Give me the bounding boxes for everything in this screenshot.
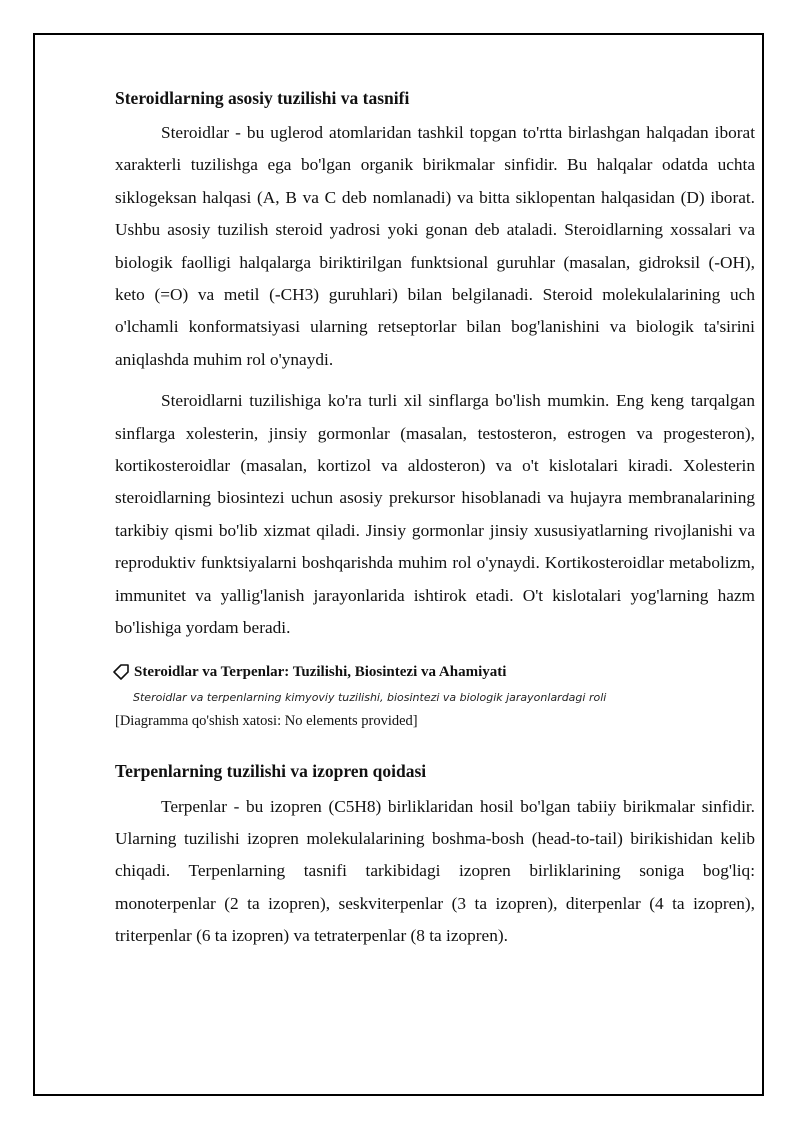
- paragraph-terpene-structure: Terpenlar - bu izopren (C5H8) birliklaridan hosil bo'lgan tabiiy birikmalar sinfidir. Ularning tuzilishi izopren molekulalarining boshma-bosh (head-to-tail) birikishidan kelib chiqadi. Terpenlarning tasnifi tarkibidagi izopren birliklarining soniga bog'liq: monoterpenlar (2 ta izopren), seskviterpenlar (3 ta izopren), diterpenlar (4 ta izopren), triterpenlar (6 ta izopren) va tetraterpenlar (8 ta izopren).: [115, 796, 755, 946]
- document-body: [115, 80, 755, 953]
- diagram-subtitle: Steroidlar va terpenlarning kimyoviy tuzilishi, biosintezi va biologik jarayonlardagi roli: [133, 690, 607, 704]
- paragraph-steroid-classes: Steroidlarni tuzilishiga ko'ra turli xil sinflarga bo'lish mumkin. Eng keng tarqalgan sinflarga xolesterin, jinsiy gormonlar (masalan, testosteron, estrogen va progesteron), kortikosteroidlar (masalan, kortizol va aldosteron) va o't kislotalari kiradi. Xolesterin steroidlarning biosintezi uchun asosiy prekursor hisoblanadi va hujayra membranalarining tarkibiy qismi bo'lib xizmat qiladi. Jinsiy gormonlar jinsiy xususiyatlarning rivojlanishi va reproduktiv funktsiyalarni boshqarishda muhim rol o'ynaydi. Kortikosteroidlar metabolizm, immunitet va yallig'lanish jarayonlarida ishtirok etadi. O't kislotalari yog'larning hazm bo'lishiga yordam beradi.: [115, 391, 755, 638]
- tag-icon: [112, 663, 130, 681]
- diagram-error-message: [Diagramma qo'shish xatosi: No elements provided]: [115, 712, 418, 729]
- diagram-title-row: [115, 661, 755, 683]
- paragraph-steroid-structure: Steroidlar - bu uglerod atomlaridan tashkil topgan to'rtta birlashgan halqadan iborat xarakterli tuzilishga ega bo'lgan organik birikmalar sinfidir. Bu halqalar odatda uchta siklogeksan halqasi (A, B va C deb nomlanadi) va bitta siklopentan halqasidan (D) iborat. Ushbu asosiy tuzilish steroid yadrosi yoki gonan deb ataladi. Steroidlarning xossalari va biologik faolligi halqalarga biriktirilgan funktsional guruhlar (masalan, gidroksil (-OH), keto (=O) va metil (-CH3) guruhlari) bilan belgilanadi. Steroid molekulalarining uch o'lchamli konformatsiyasi ularning retseptorlar bilan bog'lanishini va biologik ta'sirini aniqlashda muhim rol o'ynaydi.: [115, 123, 755, 369]
- diagram-placeholder: [115, 661, 755, 731]
- section-heading-steroids: Steroidlarning asosiy tuzilishi va tasnifi: [115, 88, 410, 108]
- section-heading-terpenes: Terpenlarning tuzilishi va izopren qoidasi: [115, 760, 427, 781]
- diagram-title: Steroidlar va Terpenlar: Tuzilishi, Biosintezi va Ahamiyati: [134, 663, 507, 680]
